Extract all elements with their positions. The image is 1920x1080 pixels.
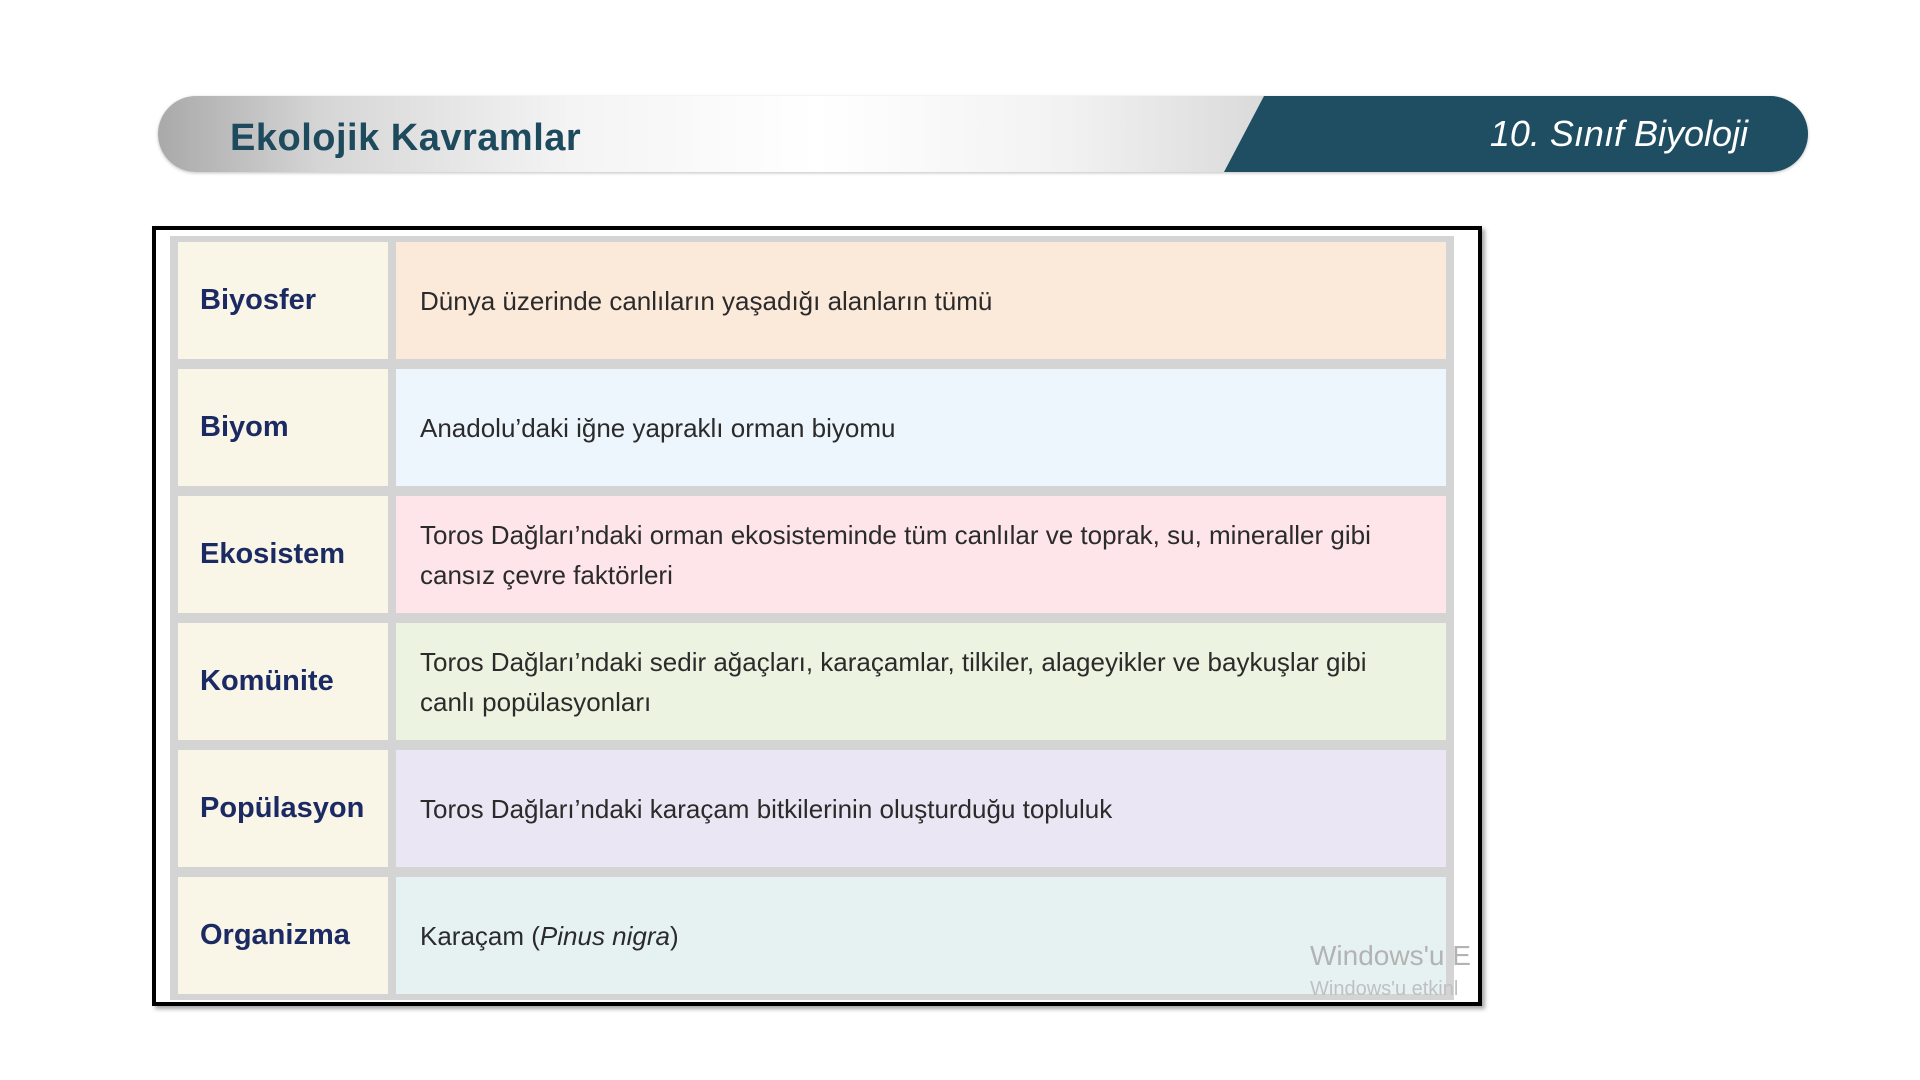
term-cell: Komünite [178, 623, 388, 740]
table-row [178, 750, 1446, 867]
concepts-table [170, 236, 1454, 1000]
table-row [178, 369, 1446, 486]
term-cell: Biyom [178, 369, 388, 486]
description-suffix: ) [670, 920, 679, 951]
description-cell: Dünya üzerinde canlıların yaşadığı alanların tümü [396, 242, 1446, 359]
description-cell: Toros Dağları’ndaki sedir ağaçları, karaçamlar, tilkiler, alageyikler ve baykuşlar gibi canlı popülasyonları [396, 623, 1446, 740]
description-prefix: Karaçam ( [420, 920, 540, 951]
activation-watermark-title: Windows'u E [1310, 940, 1471, 971]
description-cell [396, 877, 1446, 994]
term-cell: Organizma [178, 877, 388, 994]
table-row [178, 242, 1446, 359]
page-title: Ekolojik Kavramlar [230, 117, 582, 159]
term-cell: Popülasyon [178, 750, 388, 867]
table-row [178, 496, 1446, 613]
term-cell: Biyosfer [178, 242, 388, 359]
activation-watermark-text: Windows'u etkinl [1310, 978, 1459, 1000]
description-cell: Toros Dağları’ndaki karaçam bitkilerinin oluşturduğu topluluk [396, 750, 1446, 867]
description-cell: Toros Dağları’ndaki orman ekosisteminde tüm canlılar ve toprak, su, mineraller gibi cansız çevre faktörleri [396, 496, 1446, 613]
table-row [178, 623, 1446, 740]
course-label: 10. Sınıf Biyoloji [1489, 113, 1748, 154]
table-row [178, 877, 1446, 994]
concepts-table-frame [152, 226, 1482, 1006]
species-name: Pinus nigra [539, 920, 670, 951]
term-cell: Ekosistem [178, 496, 388, 613]
description-cell: Anadolu’daki iğne yapraklı orman biyomu [396, 369, 1446, 486]
